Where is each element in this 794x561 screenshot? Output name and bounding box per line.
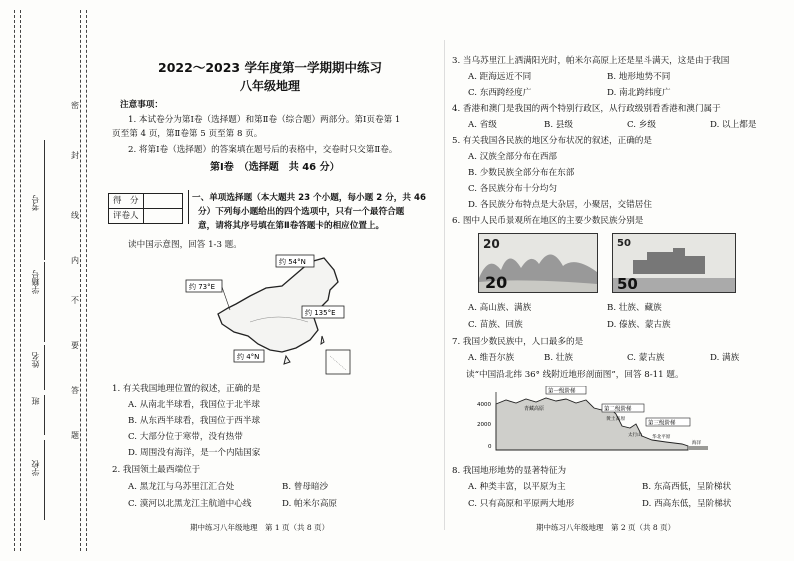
- label-taihang: 太行山: [628, 433, 642, 438]
- hainan-island: [284, 356, 290, 364]
- label-n54: 约 54°N: [279, 258, 306, 266]
- left-column: [100, 0, 440, 561]
- cut-line-outer-2: [20, 10, 21, 551]
- grader-cell[interactable]: [143, 209, 182, 224]
- seal-char: 题: [71, 431, 79, 440]
- q7-option-b[interactable]: B. 壮族: [544, 353, 573, 363]
- q6-option-a[interactable]: A. 高山族、满族: [468, 303, 532, 313]
- profile-tick-2000: 2000: [477, 422, 491, 428]
- section-1-heading: 第Ⅰ卷 （选择题 共 46 分）: [210, 162, 340, 173]
- q6-stem: 6. 图中人民币景观所在地区的主要少数民族分别是: [452, 216, 644, 226]
- profile-sea: [688, 446, 708, 450]
- q7-option-a[interactable]: A. 维吾尔族: [468, 353, 515, 363]
- score-label: 得 分: [109, 194, 144, 209]
- q5-option-b[interactable]: B. 少数民族全部分布在东部: [468, 168, 575, 178]
- q2-option-d[interactable]: D. 帕米尔高原: [282, 499, 338, 509]
- seal-line-2: [86, 10, 87, 551]
- label-xuexiao: 学校: [31, 460, 40, 476]
- q2-option-a[interactable]: A. 黑龙江与乌苏里江汇合处: [128, 482, 235, 492]
- instruction-3: 意，请将其序号填在第Ⅱ卷答题卡的相应位置上。: [198, 221, 385, 231]
- q8-option-c[interactable]: C. 只有高原和平原两大地形: [468, 499, 575, 509]
- q6-option-d[interactable]: D. 傣族、蒙古族: [607, 320, 671, 330]
- seal-char: 线: [71, 211, 79, 220]
- label-kaohao: 考号: [31, 195, 40, 211]
- q6-option-b[interactable]: B. 壮族、藏族: [607, 303, 662, 313]
- china-outline: [218, 258, 338, 352]
- exam-title: 2022～2023 学年度第一学期期中练习: [158, 60, 382, 75]
- seal-char: 不: [71, 296, 79, 305]
- banknote-20: [478, 233, 598, 293]
- q5-option-a[interactable]: A. 汉族全部分布在西部: [468, 152, 558, 162]
- label-xingming: 学籍号: [31, 270, 40, 294]
- field-xuexiao[interactable]: [44, 440, 45, 520]
- q8-stem: 8. 我国地形地势的显著特征为: [452, 466, 567, 476]
- label-step2: 第二级阶梯: [604, 406, 632, 413]
- q2-stem: 2. 我国领土最西端位于: [112, 465, 201, 475]
- label-banji: 姓名: [31, 352, 40, 368]
- label-step3: 第三级阶梯: [648, 420, 676, 427]
- q3-stem: 3. 当乌苏里江上洒满阳光时，帕米尔高原上还是星斗满天，这是由于我国: [452, 56, 730, 66]
- q4-option-b[interactable]: B. 县级: [544, 120, 573, 130]
- seal-char: 密: [71, 101, 79, 110]
- note-50-top: 50: [617, 238, 631, 249]
- instruction-1: 一、单项选择题（本大题共 23 个小题，每小题 2 分，共 46: [192, 193, 426, 203]
- grader-label: 评卷人: [109, 209, 144, 224]
- label-n4: 约 4°N: [237, 353, 260, 361]
- q2-option-b[interactable]: B. 曾母暗沙: [282, 482, 329, 492]
- terrain-profile: [476, 386, 708, 454]
- label-step1: 第一级阶梯: [548, 388, 576, 395]
- q5-stem: 5. 有关我国各民族的地区分布状况的叙述，正确的是: [452, 136, 652, 146]
- score-table: [108, 193, 183, 224]
- label-e73: 约 73°E: [189, 283, 216, 291]
- binding-strip: [0, 0, 92, 561]
- label-e135: 约 135°E: [305, 309, 336, 317]
- field-banji[interactable]: [44, 345, 45, 390]
- q8-option-a[interactable]: A. 种类丰富，以平原为主: [468, 482, 566, 492]
- label-ban: 班: [31, 397, 40, 405]
- note-2: 2. 将第Ⅰ卷（选择题）的答案填在题号后的表格中，交卷时只交第Ⅱ卷。: [128, 145, 398, 155]
- china-map: [178, 252, 378, 377]
- label-north-china: 华北平原: [652, 435, 671, 440]
- q1-stem: 1. 有关我国地理位置的叙述，正确的是: [112, 384, 261, 394]
- q7-option-d[interactable]: D. 满族: [710, 353, 740, 363]
- q4-option-a[interactable]: A. 省级: [468, 120, 497, 130]
- profile-tick-0: 0: [488, 444, 492, 450]
- note-20-top: 20: [483, 237, 500, 251]
- q5-option-d[interactable]: D. 各民族分布特点是大杂居，小聚居，交错居住: [468, 200, 652, 210]
- q4-option-c[interactable]: C. 乡级: [627, 120, 656, 130]
- map-caption: 读中国示意图，回答 1-3 题。: [128, 240, 242, 250]
- q8-option-d[interactable]: D. 西高东低，呈阶梯状: [642, 499, 732, 509]
- q3-option-b[interactable]: B. 地形地势不同: [607, 72, 671, 82]
- q1-option-a[interactable]: A. 从南北半球看，我国位于北半球: [128, 400, 260, 410]
- seal-char: 答: [71, 386, 79, 395]
- profile-caption: 读“中国沿北纬 36° 线附近地形剖面图”，回答 8-11 题。: [466, 370, 684, 380]
- q3-option-a[interactable]: A. 距海远近不同: [468, 72, 532, 82]
- seal-line: [80, 10, 81, 551]
- field-kaohao[interactable]: [44, 140, 45, 260]
- right-column: [452, 0, 787, 561]
- seal-char: 封: [71, 151, 79, 160]
- q1-option-b[interactable]: B. 从东西半球看，我国位于西半球: [128, 416, 261, 426]
- q2-option-c[interactable]: C. 漠河以北黑龙江主航道中心线: [128, 499, 252, 509]
- banknote-50: [612, 233, 736, 293]
- label-plateau: 青藏高原: [524, 406, 545, 412]
- q5-option-c[interactable]: C. 各民族分布十分均匀: [468, 184, 558, 194]
- seal-char: 要: [71, 341, 79, 350]
- label-sea: 海洋: [692, 441, 702, 446]
- footer-left: 期中练习八年级地理 第 1 页（共 8 页）: [190, 523, 330, 532]
- cut-line-outer: [14, 10, 15, 551]
- note-1b: 页至第 4 页，第Ⅱ卷第 5 页至第 8 页。: [112, 129, 263, 139]
- column-divider: [444, 40, 445, 530]
- q1-option-c[interactable]: C. 大部分位于寒带，没有热带: [128, 432, 243, 442]
- taiwan-island: [321, 336, 324, 344]
- instruction-2: 分）下列每小题给出的四个选项中，只有一个最符合题: [198, 207, 405, 217]
- q7-option-c[interactable]: C. 蒙古族: [627, 353, 665, 363]
- label-loess: 黄土高原: [606, 417, 626, 422]
- exam-subject: 八年级地理: [239, 79, 300, 93]
- note-1a: 1. 本试卷分为第Ⅰ卷（选择题）和第Ⅱ卷（综合题）两部分。第Ⅰ页卷第 1: [128, 115, 401, 125]
- notes-heading: 注意事项：: [120, 100, 163, 110]
- seal-char: 内: [71, 256, 79, 265]
- q4-option-d[interactable]: D. 以上都是: [710, 120, 757, 130]
- score-cell[interactable]: [143, 194, 182, 209]
- q6-option-c[interactable]: C. 苗族、回族: [468, 320, 523, 330]
- field-xingming[interactable]: [44, 262, 45, 342]
- q3-option-d[interactable]: D. 南北跨纬度广: [607, 88, 671, 98]
- q7-stem: 7. 我国少数民族中，人口最多的是: [452, 337, 584, 347]
- q8-option-b[interactable]: B. 东高西低，呈阶梯状: [642, 482, 732, 492]
- q3-option-c[interactable]: C. 东西跨经度广: [468, 88, 532, 98]
- field-ban[interactable]: [44, 395, 45, 435]
- footer-right: 期中练习八年级地理 第 2 页（共 8 页）: [536, 523, 676, 532]
- note-50-bottom: 50: [617, 275, 638, 293]
- q1-option-d[interactable]: D. 周围没有海洋，是一个内陆国家: [128, 448, 261, 458]
- profile-tick-4000: 4000: [477, 402, 491, 408]
- south-sea-inset: [326, 350, 350, 374]
- score-divider: [188, 190, 191, 224]
- note-20-bottom: 20: [485, 273, 508, 292]
- q4-stem: 4. 香港和澳门是我国的两个特别行政区，从行政级别看香港和澳门属于: [452, 104, 721, 114]
